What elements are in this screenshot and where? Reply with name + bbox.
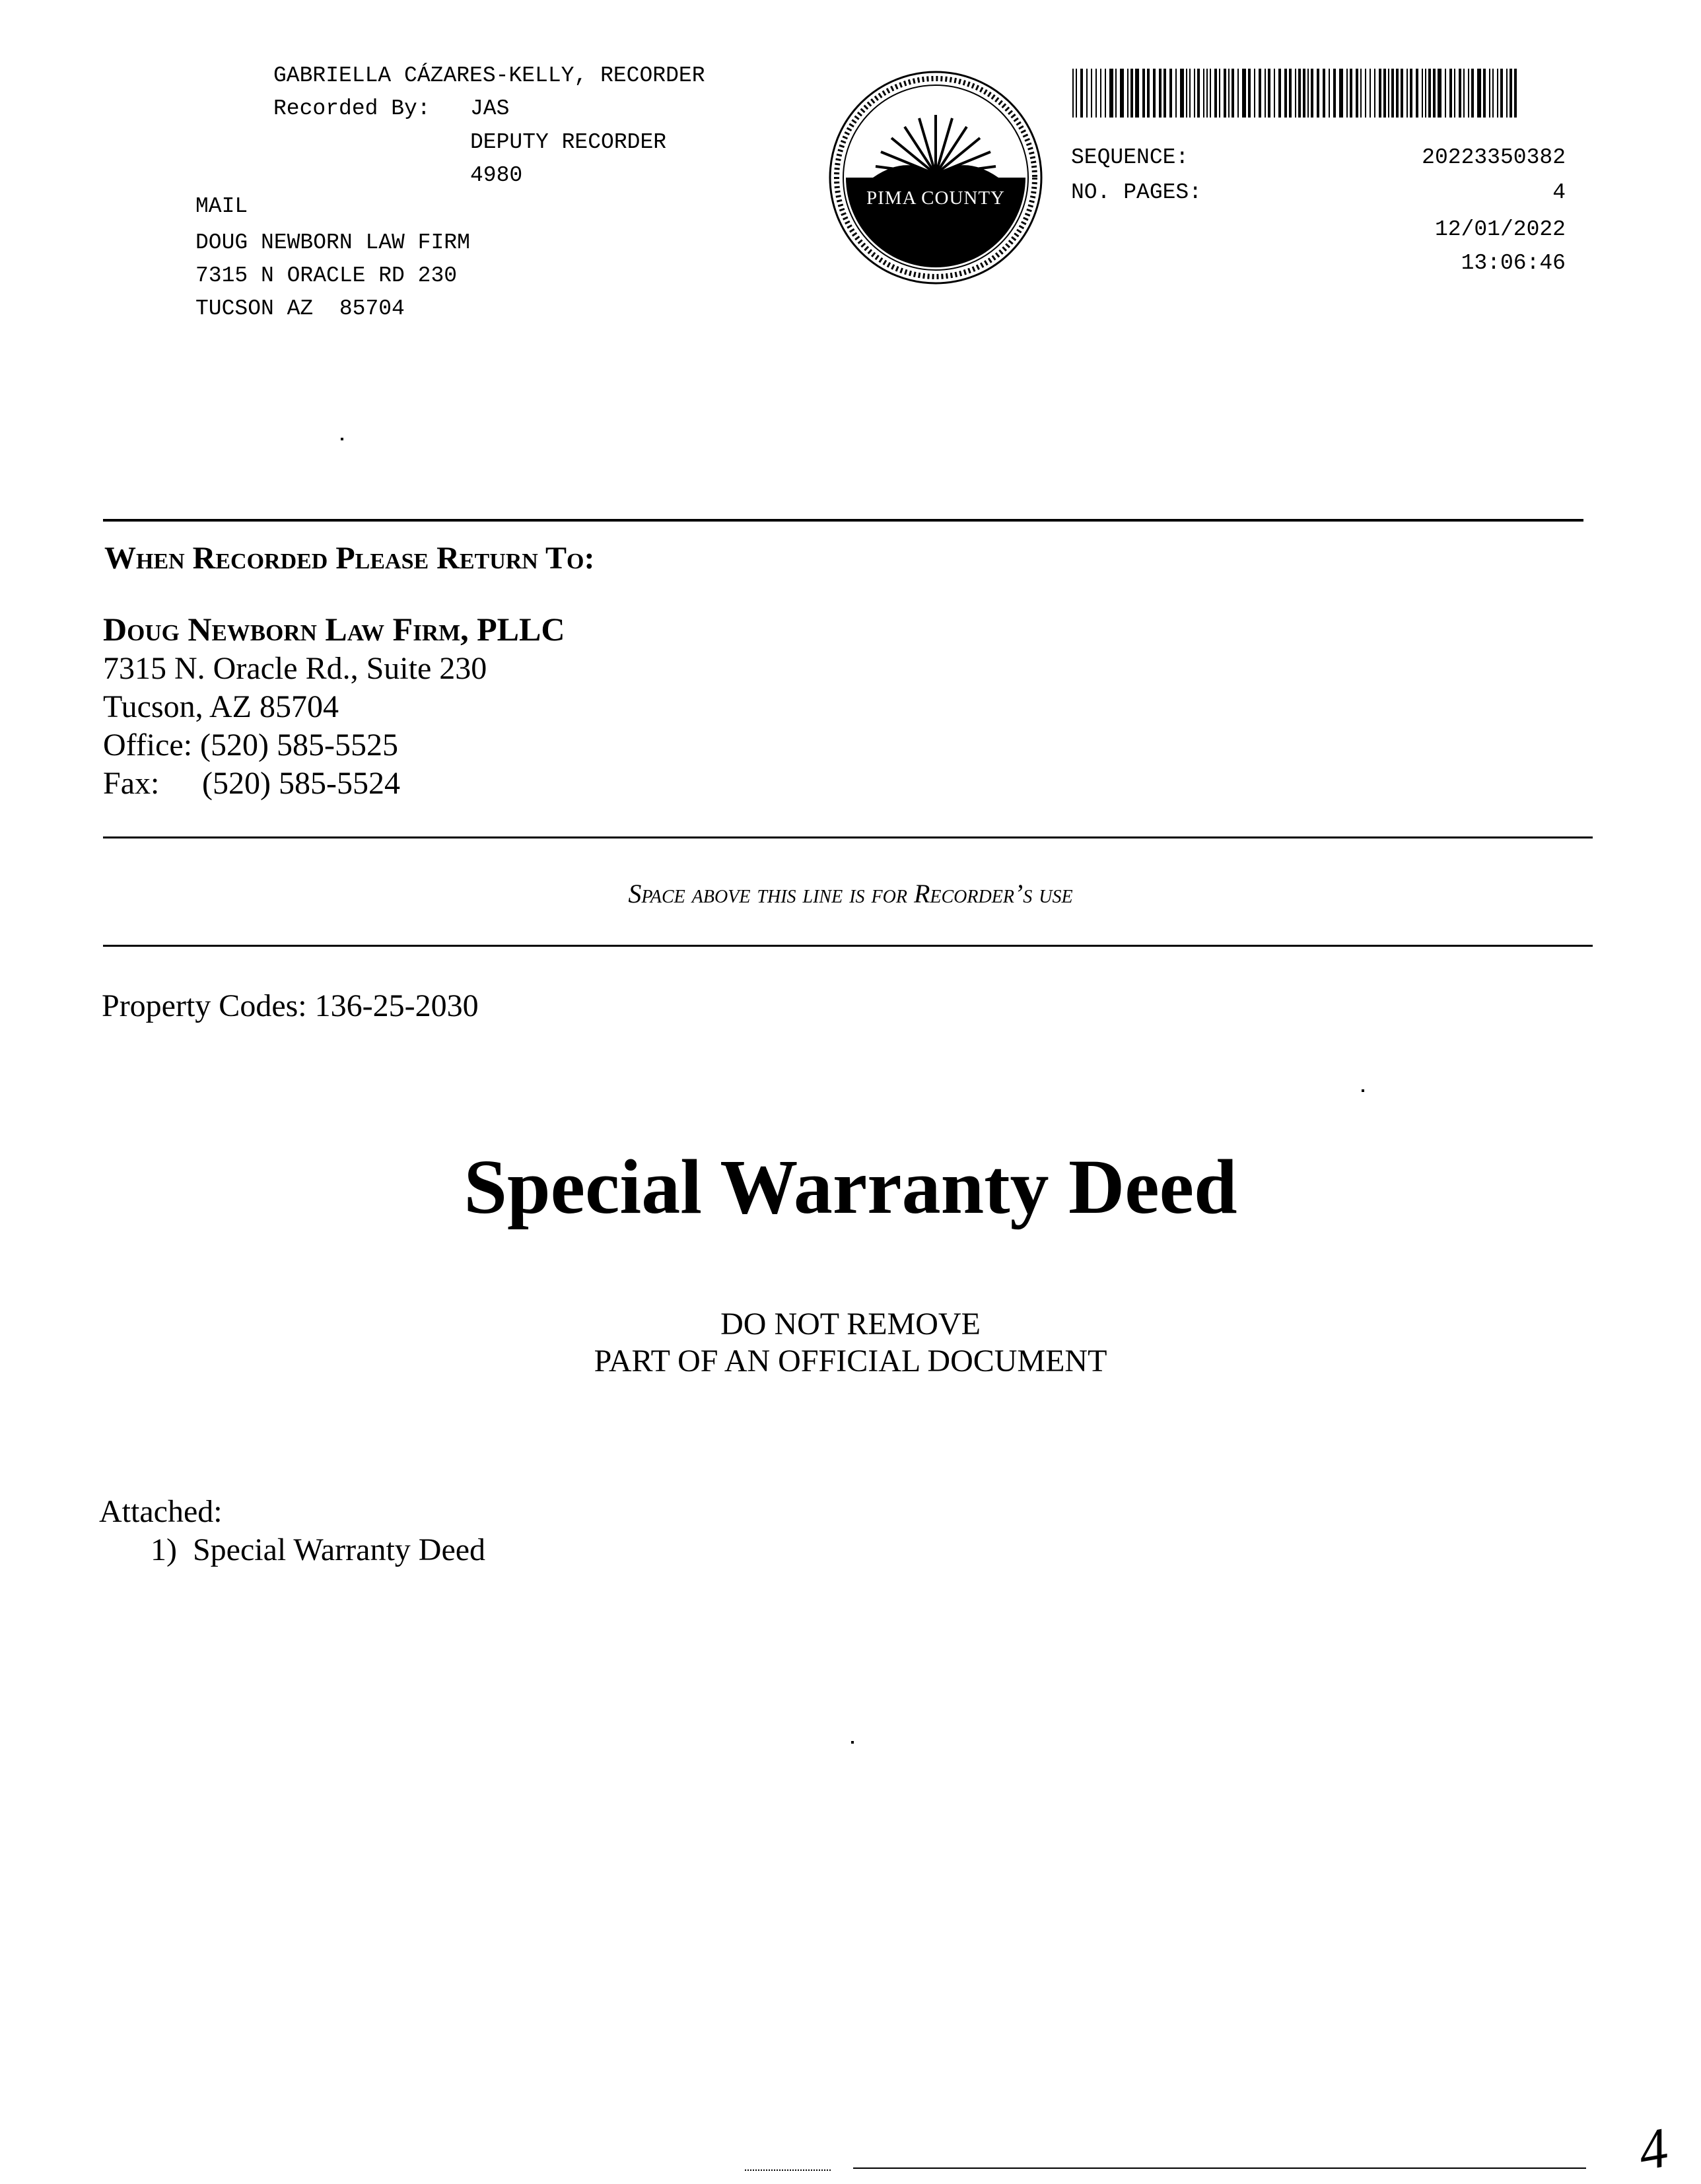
attached-item: 1) Special Warranty Deed [151, 1532, 486, 1567]
fax-number: (520) 585-5524 [202, 766, 400, 801]
pages-label: NO. PAGES: [1071, 180, 1202, 205]
recorder-use-note: Space above this line is for Recorder’s use [628, 879, 1073, 908]
county-seal-icon [827, 69, 1045, 287]
return-heading: When Recorded Please Return To: [104, 541, 595, 576]
pages-value: 4 [1552, 180, 1566, 205]
scan-speck [341, 438, 343, 440]
fax-label: Fax: [103, 766, 160, 801]
divider-top [103, 519, 1583, 522]
handwritten-page-mark: 4 [1633, 2115, 1673, 2183]
notice-line-2: PART OF AN OFFICIAL DOCUMENT [594, 1344, 1107, 1379]
barcode [1072, 69, 1521, 118]
return-address-2: Tucson, AZ 85704 [103, 689, 339, 724]
property-codes: Property Codes: 136-25-2030 [102, 988, 479, 1023]
scan-speck-3 [851, 1741, 854, 1744]
seal-text: PIMA COUNTY [866, 188, 1005, 209]
mail-line-1: DOUG NEWBORN LAW FIRM [195, 230, 470, 255]
mail-label: MAIL [195, 194, 248, 219]
notice-line-1: DO NOT REMOVE [720, 1307, 981, 1342]
attached-label: Attached: [99, 1494, 223, 1529]
divider-middle [103, 836, 1593, 838]
recorder-name: GABRIELLA CÁZARES-KELLY, RECORDER [273, 63, 705, 88]
office-phone: Office: (520) 585-5525 [103, 728, 398, 763]
deputy-recorder: DEPUTY RECORDER [470, 130, 667, 154]
recorded-by-value: JAS [470, 96, 510, 121]
recording-time: 13:06:46 [1461, 251, 1566, 275]
firm-name: Doug Newborn Law Firm, PLLC [103, 611, 565, 648]
footer-rule [853, 2167, 1586, 2169]
footer-dots [745, 2169, 831, 2173]
mail-line-2: 7315 N ORACLE RD 230 [195, 263, 458, 288]
recording-date: 12/01/2022 [1434, 217, 1566, 242]
recorded-by-label: Recorded By: [273, 96, 431, 121]
sequence-value: 20223350382 [1422, 145, 1566, 170]
mail-line-3: TUCSON AZ 85704 [195, 296, 405, 321]
return-address-1: 7315 N. Oracle Rd., Suite 230 [103, 651, 487, 686]
deputy-number: 4980 [470, 163, 523, 188]
divider-bottom [103, 945, 1593, 947]
scan-speck-2 [1362, 1089, 1364, 1092]
sequence-label: SEQUENCE: [1071, 145, 1189, 170]
document-title: Special Warranty Deed [464, 1143, 1237, 1230]
